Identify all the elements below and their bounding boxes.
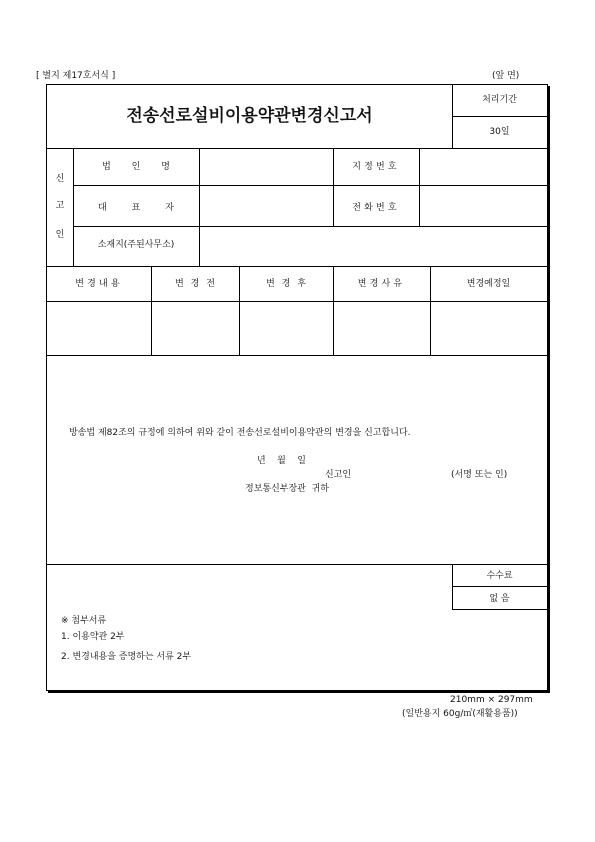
header-after: 변 경 후 <box>266 279 306 289</box>
signature-note: (서명 또는 인) <box>451 470 508 480</box>
designation-no-label: 지정번호 <box>352 162 400 172</box>
reporter-label-2: 고 <box>55 201 65 211</box>
reporter-sign-label: 신고인 <box>325 470 352 480</box>
reporter-label-1: 신 <box>55 174 65 184</box>
processing-period-label: 처리기간 <box>482 95 517 105</box>
attachment-item: 1. 이용약관 2부 <box>61 632 125 642</box>
recipient: 정보통신부장관 귀하 <box>245 484 329 494</box>
divider <box>47 564 547 565</box>
divider <box>47 301 547 302</box>
divider <box>452 609 547 610</box>
divider <box>47 355 547 356</box>
phone-label: 전화번호 <box>352 203 400 213</box>
page-side: (앞 면) <box>492 71 520 81</box>
header-scheduled-date: 변경예정일 <box>466 279 511 289</box>
attachment-item: 2. 변경내용을 증명하는 서류 2부 <box>61 652 192 662</box>
form-title: 전송선로설비이용약관변경신고서 <box>126 106 373 126</box>
divider <box>199 148 200 266</box>
divider <box>47 148 547 149</box>
divider <box>333 148 334 226</box>
report-form <box>46 84 548 691</box>
divider <box>452 85 453 148</box>
date-line: 년 월 일 <box>257 456 306 466</box>
fee-value: 없 음 <box>489 594 510 604</box>
representative-label: 대 표 자 <box>98 203 174 213</box>
attachments-title: ※ 첨부서류 <box>61 616 107 626</box>
paper-size: 210mm × 297mm <box>450 695 533 705</box>
address-label: 소재지(주된사무소) <box>97 240 175 250</box>
processing-period-value: 30일 <box>489 127 510 137</box>
header-before: 변 경 전 <box>175 279 215 289</box>
divider <box>419 148 420 226</box>
corp-name-label: 법 인 명 <box>102 162 170 172</box>
divider <box>73 185 547 186</box>
declaration-text: 방송법 제82조의 규정에 의하여 위와 같이 전송선로설비이용약관의 변경을 신고합니다. <box>69 428 411 438</box>
reporter-label-3: 인 <box>55 230 65 240</box>
divider <box>73 226 547 227</box>
divider <box>47 266 547 267</box>
form-number: [ 별지 제17호서식 ] <box>36 71 116 81</box>
header-change-content: 변경내용 <box>75 279 123 289</box>
divider <box>452 586 547 587</box>
paper-type: (일반용지 60g/㎡(재활용품)) <box>402 709 518 719</box>
fee-label: 수수료 <box>486 571 513 581</box>
divider <box>452 116 547 117</box>
header-reason: 변경사유 <box>357 279 406 289</box>
